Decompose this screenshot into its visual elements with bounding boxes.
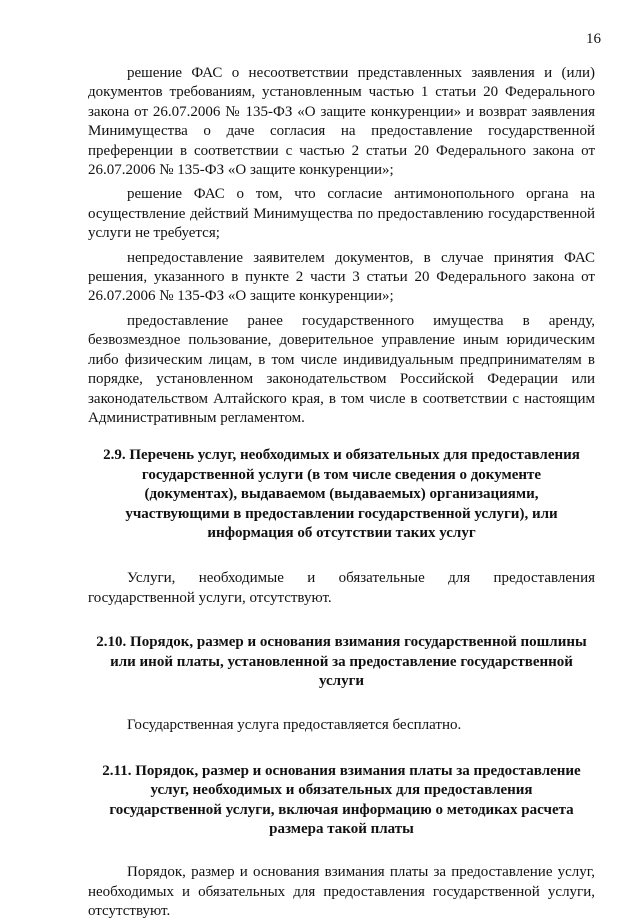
section-text-2-10: Государственная услуга предоставляется бесплатно. — [127, 717, 462, 734]
page-number: 16 — [586, 31, 601, 47]
list-item: решение ФАС о том, что согласие антимонопольного органа на осуществление действий Минимущества по предоставлению государственной услуги не требуется; — [88, 186, 595, 242]
list-item: предоставление ранее государственного имущества в аренду, безвозмездное пользование, доверительное управление иным юридическим либо физическим лицам, в том числе индивидуальным предпринимателям в порядке, установленном законодательством Российской Федерации или законодательством Алтайского края, в том числе в соответствии с настоящим Административным регламентом. — [88, 312, 595, 426]
list-item: непредоставление заявителем документов, в случае принятия ФАС решения, указанного в пункте 2 части 3 статьи 20 Федерального закона от 26.07.2006 № 135-ФЗ «О защите конкуренции»; — [88, 249, 595, 305]
section-heading-2-9: 2.9. Перечень услуг, необходимых и обязательных для предоставления государственной услуги (в том числе сведения о документе (документах), выдаваемом (выдаваемых) организациями, участвующими в предоставлении государственной услуги), или информация об отсутствии таких услуг — [103, 447, 580, 541]
refusal-grounds-list — [88, 64, 595, 428]
list-item: решение ФАС о несоответствии представленных заявления и (или) документов требованиям, установленным частью 1 статьи 20 Федерального закона от 26.07.2006 № 135-ФЗ «О защите конкуренции» и возврат заявления Минимущества о даче согласия на предоставление государственной преференции в соответствии с частью 2 статьи 20 Федерального закона от 26.07.2006 № 135-ФЗ «О защите конкуренции»; — [88, 65, 595, 179]
section-heading-2-10: 2.10. Порядок, размер и основания взимания государственной пошлины или иной платы, установленной за предоставление государственной услуги — [96, 634, 587, 689]
section-text-2-9: Услуги, необходимые и обязательные для предоставления государственной услуги, отсутствуют. — [88, 570, 595, 606]
document-body — [88, 64, 595, 922]
section-heading-2-11: 2.11. Порядок, размер и основания взимания платы за предоставление услуг, необходимых и обязательных для предоставления государственной услуги, включая информацию о методиках расчета размера такой платы — [102, 762, 581, 837]
section-text-2-11: Порядок, размер и основания взимания платы за предоставление услуг, необходимых и обязательных для предоставления государственной услуги, отсутствуют. — [88, 864, 595, 920]
